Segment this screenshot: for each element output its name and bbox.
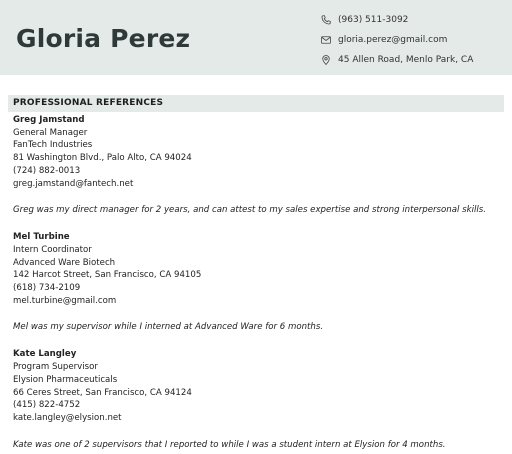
envelope-icon — [320, 34, 332, 46]
reference-name: Kate Langley — [13, 349, 77, 360]
location-pin-icon — [320, 54, 332, 66]
reference-phone: (415) 822-4752 — [13, 400, 81, 411]
references-list — [13, 114, 503, 451]
reference-company: Advanced Ware Biotech — [13, 257, 116, 268]
contact-email — [320, 30, 473, 50]
reference-title: Intern Coordinator — [13, 244, 92, 255]
reference-address: 142 Harcot Street, San Francisco, CA 94105 — [13, 270, 202, 281]
contact-address — [320, 50, 473, 70]
reference-email: mel.turbine@gmail.com — [13, 295, 117, 306]
section-title: PROFESSIONAL REFERENCES — [13, 98, 164, 108]
reference-entry — [13, 114, 503, 216]
phone-icon — [320, 14, 332, 26]
reference-company: Elysion Pharmaceuticals — [13, 374, 118, 385]
reference-address: 66 Ceres Street, San Francisco, CA 94124 — [13, 387, 192, 398]
reference-entry — [13, 231, 503, 333]
contact-phone — [320, 10, 473, 30]
reference-title: Program Supervisor — [13, 362, 98, 373]
reference-name: Greg Jamstand — [13, 115, 85, 125]
reference-note: Greg was my direct manager for 2 years, and can attest to my sales expertise and strong interpersonal skills. — [13, 205, 486, 216]
contact-list — [320, 10, 473, 70]
reference-note: Kate was one of 2 supervisors that I reported to while I was a student intern at Elysion for 4 months. — [13, 439, 446, 450]
contact-email-text: gloria.perez@gmail.com — [338, 35, 448, 45]
section-header-references — [8, 95, 504, 112]
contact-address-text: 45 Allen Road, Menlo Park, CA — [338, 55, 474, 65]
reference-email: kate.langley@elysion.net — [13, 412, 122, 423]
reference-address: 81 Washington Blvd., Palo Alto, CA 94024 — [13, 153, 192, 164]
reference-phone: (618) 734-2109 — [13, 283, 81, 294]
contact-phone-text: (963) 511-3092 — [338, 15, 409, 25]
reference-title: General Manager — [13, 127, 88, 138]
reference-company: FanTech Industries — [13, 140, 93, 151]
reference-email: greg.jamstand@fantech.net — [13, 178, 134, 189]
header-band — [0, 0, 512, 75]
reference-phone: (724) 882-0013 — [13, 165, 81, 176]
candidate-name: Gloria Perez — [16, 24, 191, 53]
reference-name: Mel Turbine — [13, 232, 70, 243]
reference-note: Mel was my supervisor while I interned at Advanced Ware for 6 months. — [13, 322, 324, 333]
reference-entry — [13, 348, 503, 450]
